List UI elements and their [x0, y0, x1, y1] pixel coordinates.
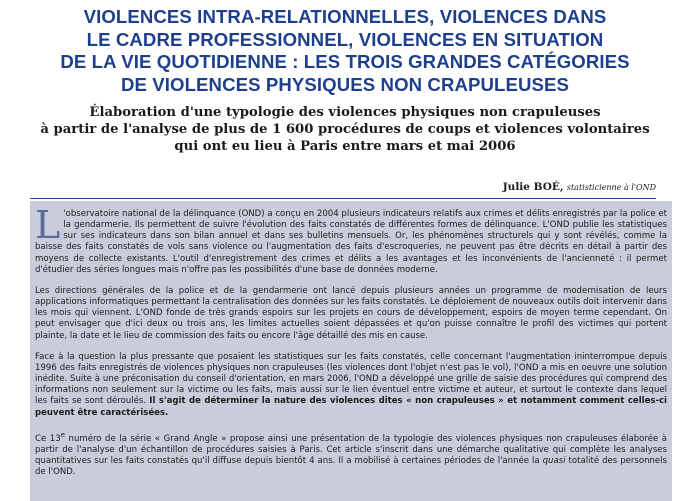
intro-paragraph-4	[35, 429, 667, 478]
author-byline	[503, 181, 656, 193]
document-subtitle	[0, 104, 690, 155]
intro-paragraph-1	[35, 203, 667, 276]
subtitle-line-2: à partir de l'analyse de plus de 1 600 procédures de coups et violences volontaires	[40, 122, 650, 137]
intro-text	[35, 203, 667, 488]
author-role: statisticienne à l'OND	[566, 183, 656, 192]
title-line-3: DE LA VIE QUOTIDIENNE : LES TROIS GRANDES CATÉGORIES	[60, 51, 630, 72]
title-line-4: DE VIOLENCES PHYSIQUES NON CRAPULEUSES	[120, 73, 570, 95]
paragraph-4-superscript: e	[60, 429, 66, 439]
paragraph-3-emphasis: Il s'agit de déterminer la nature des violences dites « non crapuleuses » et notamment comment celles-ci peuvent être caractérisées.	[35, 396, 667, 418]
author-name: Julie BOÉ,	[502, 181, 564, 193]
intro-paragraph-3	[35, 352, 667, 419]
paragraph-4-start: Ce 13	[35, 433, 61, 444]
paragraph-1-text: 'observatoire national de la délinquance (OND) a conçu en 2004 plusieurs indicateurs relatifs aux crimes et délits enregistrés par la police et la gendarmerie. Ils permettent de suivre l'évolution des faits constatés de différentes formes de délinquance. L'OND publie les statistiques sur ses indicateurs dans son bilan annuel et dans ses bulletins mensuels. Or, les phénomènes structurels qui y sont révélés, comme la baisse des faits constatés de vols sans violence ou l'augmentation des faits d'escroqueries, ne peuvent pas être décrits en détail à partir des moyens de collecte existants. L'outil d'enregistrement des crimes et délits a les avantages et les inconvénients de l'ancienneté : il permet d'étudier des séries longues mais n'offre pas les possibilités d'une base de données moderne.	[35, 209, 667, 275]
paragraph-3-text: Face à la question la plus pressante que posaient les statistiques sur les faits constatés, celle concernant l'augmentation ininterrompue depuis 1996 des faits enregistrés de violences physiques non crapuleuses (les violences dont l'objet n'est pas le vol), l'OND a mis en oeuvre une solution inédite. Suite à une préconisation du conseil d'orientation, en mars 2006, l'OND a développé une grille de saisie des procédures qui comprend des informations non seulement sur la victime ou les faits, mais aussi sur le lien éventuel entre victime et auteur, et surtout le contexte dans lequel les faits se sont déroulés.	[35, 351, 667, 407]
paragraph-4-italic: quasi	[542, 455, 566, 466]
paragraph-4-end: totalité des personnels de l'OND.	[35, 455, 667, 477]
title-line-2: LE CADRE PROFESSIONNEL, VIOLENCES EN SITUATION	[86, 28, 604, 50]
author-rule	[30, 181, 656, 199]
subtitle-line-1: Élaboration d'une typologie des violences physiques non crapuleuses	[89, 105, 601, 120]
document-title	[0, 6, 690, 96]
title-line-1: VIOLENCES INTRA-RELATIONNELLES, VIOLENCES DANS	[83, 6, 607, 27]
subtitle-line-3: qui ont eu lieu à Paris entre mars et mai 2006	[174, 139, 516, 154]
drop-cap: L	[35, 203, 61, 247]
paragraph-4-text: numéro de la série « Grand Angle » propose ainsi une présentation de la typologie des violences physiques non crapuleuses élaborée à partir de l'analyse d'un échantillon de procédures saisies à Paris. Cet article s'inscrit dans une démarche qualitative qui complète les analyses quantitatives sur les faits constatés qu'il diffuse depuis bientôt 4 ans. Il a mobilisé à certaines périodes de l'année la	[35, 433, 667, 466]
intro-box	[30, 201, 672, 501]
intro-paragraph-2: Les directions générales de la police et de la gendarmerie ont lancé depuis plusieurs années un programme de modernisation de leurs applications informatiques permettant la centralisation des données sur les faits constatés. Le déploiement de nouveaux outils doit intervenir dans les mois qui viennent. L'OND fonde de très grands espoirs sur les projets en cours de développement, espoirs de moyen terme cependant. On peut envisager que d'ici deux ou trois ans, les limites actuelles soient dépassées et qu'on puisse connaître le profil des victimes qui portent plainte, la date et le lieu de commission des faits ou encore l'âge détaillé des mis en cause.	[35, 285, 667, 341]
